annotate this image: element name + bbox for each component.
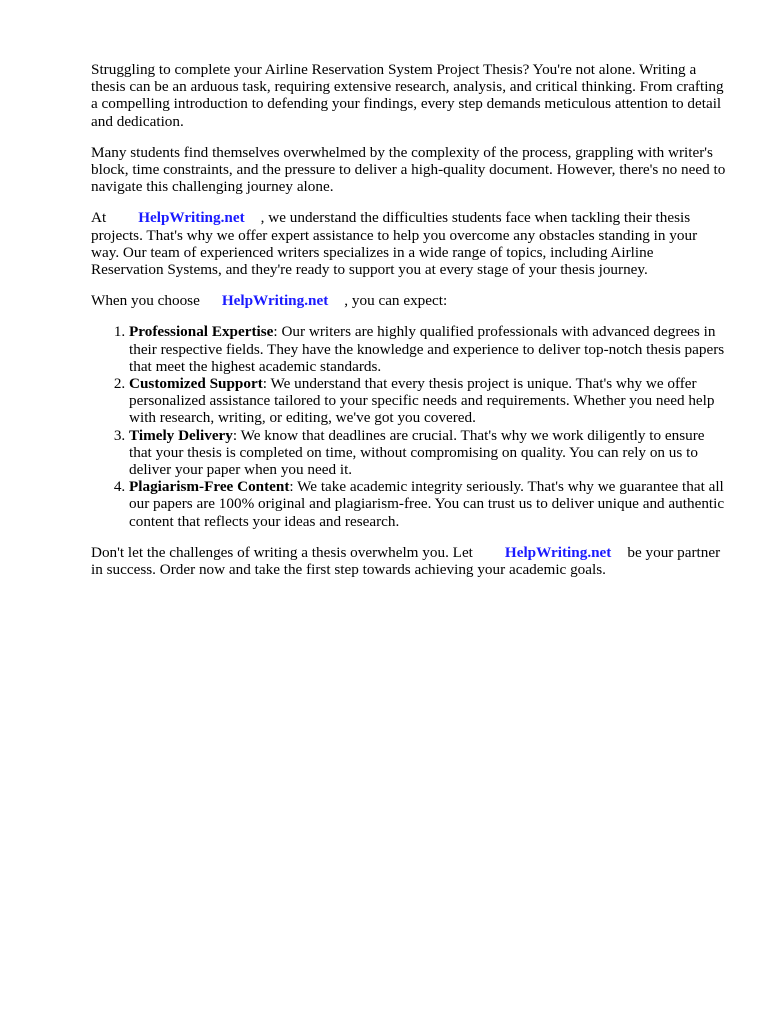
paragraph-3-body-text: , we understand the difficulties students face when tackling their thesis projects. That's why we offer expert assistance to help you overcome any obstacles standing in your way. Our team of experienced writers specializes in a wide range of topics, including Airline Reservation Systems, and they're ready to support you at every stage of your thesis journey. bbox=[91, 209, 698, 279]
helpwriting-link[interactable]: HelpWriting.net bbox=[504, 543, 612, 561]
paragraph-3-lead-text: At bbox=[91, 209, 107, 227]
list-item bbox=[129, 375, 726, 427]
paragraph-when-you-choose bbox=[91, 292, 726, 309]
helpwriting-link[interactable]: HelpWriting.net bbox=[138, 209, 245, 227]
benefit-description: : We take academic integrity seriously. That's why we guarantee that all our papers are 100% original and plagiarism-free. You can trust us to deliver unique and authentic content that reflects your ideas and research. bbox=[129, 478, 725, 530]
benefit-term: Timely Delivery bbox=[129, 426, 233, 444]
intro-paragraph-2: Many students find themselves overwhelmed by the complexity of the process, grappling with writer's block, time constraints, and the pressure to deliver a high-quality document. However, there's no need to navigate this challenging journey alone. bbox=[91, 143, 726, 196]
benefit-term: Professional Expertise bbox=[129, 323, 274, 341]
benefit-term: Plagiarism-Free Content bbox=[129, 478, 290, 496]
closing-tail-text: be your partner in success. Order now and take the first step towards achieving your academic goals. bbox=[91, 543, 721, 579]
benefits-list bbox=[91, 323, 726, 529]
benefit-description: : We understand that every thesis project is unique. That's why we offer personalized assistance tailored to your specific needs and requirements. Whether you need help with research, writing, or editing, we've got you covered. bbox=[129, 375, 715, 427]
closing-lead-text: Don't let the challenges of writing a thesis overwhelm you. Let bbox=[91, 543, 473, 561]
paragraph-at-helpwriting bbox=[91, 209, 726, 278]
benefit-description: : Our writers are highly qualified professionals with advanced degrees in their respective fields. They have the knowledge and experience to deliver top-notch thesis papers that meet the highest academic standards. bbox=[129, 323, 725, 375]
paragraph-4-tail-text: , you can expect: bbox=[344, 292, 448, 310]
document-page bbox=[91, 61, 726, 592]
benefit-description: : We know that deadlines are crucial. That's why we work diligently to ensure that your thesis is completed on time, without compromising on quality. You can rely on us to deliver your paper when you need it. bbox=[129, 426, 705, 479]
paragraph-4-lead-text: When you choose bbox=[91, 292, 200, 310]
closing-paragraph bbox=[91, 544, 726, 578]
list-item bbox=[129, 323, 726, 375]
list-item bbox=[129, 427, 726, 479]
helpwriting-link[interactable]: HelpWriting.net bbox=[221, 292, 329, 310]
benefit-term: Customized Support bbox=[129, 375, 263, 393]
intro-paragraph-1: Struggling to complete your Airline Reservation System Project Thesis? You're not alone. Writing a thesis can be an arduous task, requiring extensive research, analysis, and critical thinking. From crafting a compelling introduction to defending your findings, every step demands meticulous attention to detail and dedication. bbox=[91, 61, 724, 130]
list-item bbox=[129, 478, 726, 530]
